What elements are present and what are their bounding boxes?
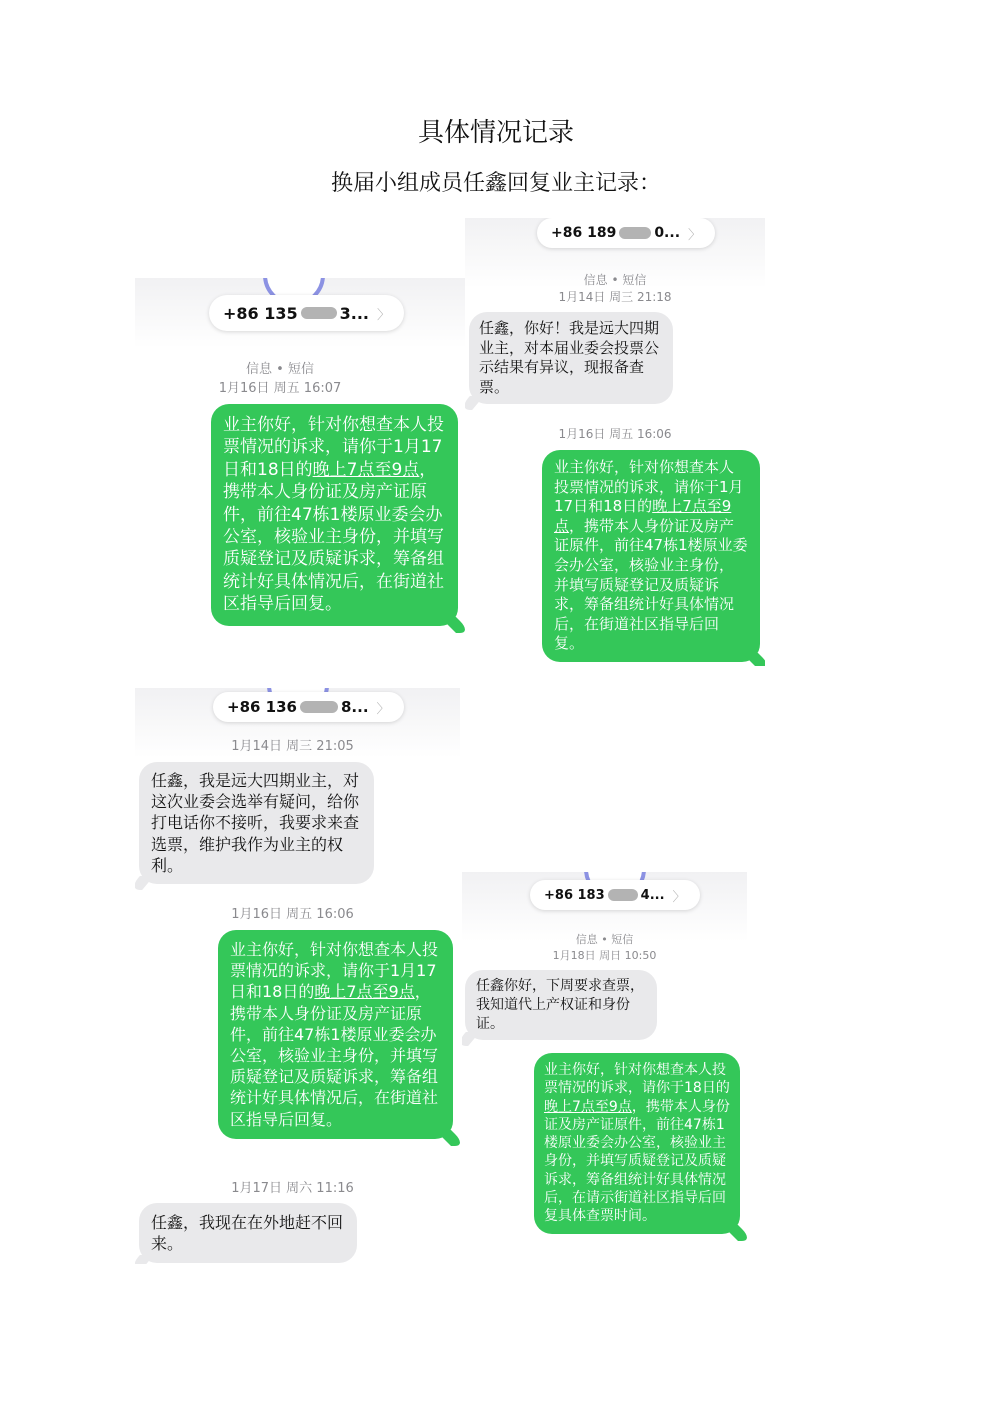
service-label: 信息 • 短信 <box>583 273 647 287</box>
timestamp: 1月17日 周六 11:16 <box>231 1181 354 1196</box>
service-label: 信息 • 短信 <box>575 933 634 946</box>
timestamp: 1月16日 周五 16:06 <box>231 907 354 922</box>
message-bubble-incoming: 任鑫，我是远大四期业主，对这次业委会选举有疑问，给你打电话你不接听，我要求来查选票，维护我作为业主的权利。 <box>139 762 374 884</box>
contact-header-button[interactable] <box>213 692 404 722</box>
phone-suffix: 3... <box>339 303 370 323</box>
phone-suffix: 0... <box>654 225 681 241</box>
message-bubble-outgoing: 业主你好，针对你想查本人投票情况的诉求，请你于1月17日和18日的晚上7点至9点，携带本人身份证及房产证原件，前往47栋1楼原业委会办公室，核验业主身份，并填写质疑登记及质疑诉求，筹备组统计好具体情况后，在街道社区指导后回复。 <box>542 450 760 662</box>
document-subtitle: 换届小组成员任鑫回复业主记录： <box>330 171 661 196</box>
timestamp: 1月14日 周三 21:18 <box>558 290 672 304</box>
sms-screenshot-136 <box>135 688 460 1264</box>
masked-digits <box>608 889 638 901</box>
timestamp: 1月16日 周五 16:07 <box>218 381 342 396</box>
message-bubble-outgoing: 业主你好，针对你想查本人投票情况的诉求，请你于1月17日和18日的晚上7点至9点，携带本人身份证及房产证原件，前往47栋1楼原业委会办公室，核验业主身份，并填写质疑登记及质疑诉求，筹备组统计好具体情况后，在街道社区指导后回复。 <box>218 930 453 1139</box>
timestamp: 1月14日 周三 21:05 <box>231 739 354 754</box>
time-range-link: 晚上7点至9点 <box>554 497 732 535</box>
contact-header-button[interactable] <box>530 880 700 910</box>
time-range-link: 晚上7点至9点 <box>544 1098 632 1115</box>
time-range-link: 晚上7点至9点 <box>314 982 415 1002</box>
chevron-right-icon: 〉 <box>377 307 391 323</box>
masked-digits <box>619 227 651 239</box>
phone-prefix: +86 135 <box>223 303 298 323</box>
message-bubble-incoming: 任鑫，我现在在外地赶不回来。 <box>139 1203 357 1263</box>
document-title: 具体情况记录 <box>417 118 574 148</box>
phone-prefix: +86 189 <box>551 225 617 241</box>
message-bubble-incoming: 任鑫你好，下周要求查票，我知道代上产权证和身份证。 <box>465 970 657 1040</box>
contact-header-button[interactable] <box>209 295 404 331</box>
message-bubble-outgoing: 业主你好，针对你想查本人投票情况的诉求，请你于1月17日和18日的晚上7点至9点，携带本人身份证及房产证原件，前往47栋1楼原业委会办公室，核验业主身份，并填写质疑登记及质疑诉求，筹备组统计好具体情况后，在街道社区指导后回复。 <box>211 404 458 626</box>
phone-suffix: 8... <box>340 698 369 716</box>
timestamp: 1月16日 周五 16:06 <box>558 427 672 441</box>
message-bubble-incoming: 任鑫，你好！我是远大四期业主，对本届业委会投票公示结果有异议，现报备查票。 <box>469 312 673 404</box>
phone-prefix: +86 136 <box>227 698 297 716</box>
time-range-link: 晚上7点至9点 <box>312 459 420 480</box>
chevron-right-icon: 〉 <box>688 227 702 243</box>
phone-prefix: +86 183 <box>544 887 605 903</box>
masked-digits <box>301 307 337 319</box>
sms-screenshot-183 <box>462 872 747 1262</box>
timestamp: 1月18日 周日 10:50 <box>552 949 657 962</box>
chevron-right-icon: 〉 <box>376 701 390 717</box>
masked-digits <box>300 701 338 713</box>
contact-header-button[interactable] <box>537 218 715 248</box>
sms-screenshot-135 <box>135 278 465 656</box>
sms-screenshot-189 <box>465 218 765 666</box>
message-bubble-outgoing: 业主你好，针对你想查本人投票情况的诉求，请你于18日的晚上7点至9点，携带本人身份证及房产证原件，前往47栋1楼原业委会办公室，核验业主身份，并填写质疑登记及质疑诉求，筹备组统计好具体情况后，在请示街道社区指导后回复具体查票时间。 <box>534 1053 740 1234</box>
service-label: 信息 • 短信 <box>246 362 314 377</box>
chevron-right-icon: 〉 <box>672 889 686 905</box>
phone-suffix: 4... <box>640 887 665 903</box>
